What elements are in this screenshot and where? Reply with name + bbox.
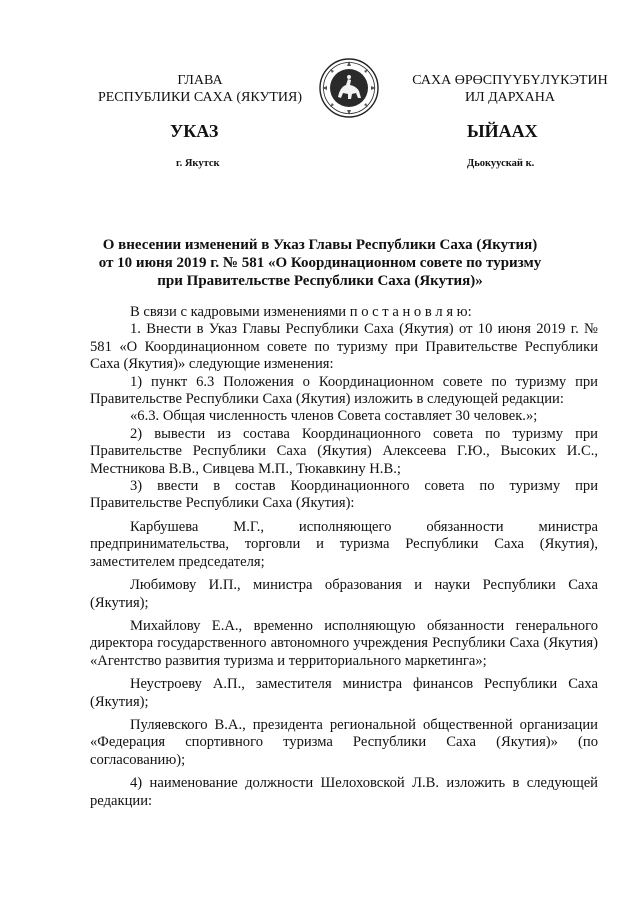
doc-type-left: УКАЗ — [170, 121, 219, 141]
paragraph-member-karbushev: Карбушева М.Г., исполняющего обязанности министра предпринимательства, торговли и туризма Республики Саха (Якутия), заместителем председателя; — [90, 518, 598, 570]
title-line-2: от 10 июня 2019 г. № 581 «О Координационном совете по туризму — [98, 255, 542, 271]
paragraph-subitem-2: 2) вывести из состава Координационного совета по туризму при Правительстве Республики Саха (Якутия) Алексеева Г.Ю., Высоких И.С., Местникова В.В., Сивцева М.П., Тюкавкину Н.В.; — [90, 425, 598, 477]
header-right — [385, 72, 635, 106]
city-left: г. Якутск — [176, 158, 220, 169]
document-body — [90, 304, 598, 810]
paragraph-member-neustroeva: Неустроеву А.П., заместителя министра финансов Республики Саха (Якутия); — [90, 676, 598, 710]
paragraph-subitem-4: 4) наименование должности Шелоховской Л.В. изложить в следующей редакции: — [90, 775, 598, 809]
paragraph-member-pulyaevsky: Пуляевского В.А., президента региональной общественной организации «Федерация спортивного туризма Республики Саха (Якутия)» (по согласованию); — [90, 716, 598, 768]
header-left-line-1: ГЛАВА — [177, 73, 223, 88]
doc-type-right: ЫЙААХ — [467, 121, 538, 141]
city-right: Дьокуускай к. — [467, 158, 535, 169]
header-left — [80, 72, 320, 106]
paragraph-member-lyubimova: Любимову И.П., министра образования и науки Республики Саха (Якутия); — [90, 577, 598, 611]
paragraph-preamble: В связи с кадровыми изменениями п о с т а н о в л я ю: — [130, 304, 472, 320]
header-right-line-1: САХА ӨРӨСПҮҮБҮЛҮКЭТИН — [412, 73, 608, 88]
paragraph-quote-6-3: «6.3. Общая численность членов Совета составляет 30 человек.»; — [130, 408, 538, 425]
paragraph-subitem-3: 3) ввести в состав Координационного совета по туризму при Правительстве Республики Саха (Якутия): — [90, 478, 598, 512]
paragraph-subitem-1: 1) пункт 6.3 Положения о Координационном совете по туризму при Правительстве Республики Саха (Якутия) изложить в следующей редакции: — [90, 373, 598, 408]
title-line-3: при Правительстве Республики Саха (Якутия)» — [157, 273, 483, 289]
paragraph-item-1: 1. Внести в Указ Главы Республики Саха (Якутия) от 10 июня 2019 г. № 581 «О Координационном совете по туризму при Правительстве Республики Саха (Якутия)» следующие изменения: — [90, 321, 598, 373]
document-title — [80, 236, 560, 290]
coat-of-arms-emblem — [318, 57, 380, 119]
header-right-line-2: ИЛ ДАРХАНА — [464, 90, 555, 105]
paragraph-member-mikhailova: Михайлову Е.А., временно исполняющую обязанности генерального директора государственного автономного учреждения Республики Саха (Якутия) «Агентство развития туризма и территориального маркетинга»; — [90, 617, 598, 669]
title-line-1: О внесении изменений в Указ Главы Республики Саха (Якутия) — [102, 237, 538, 253]
header-left-line-2: РЕСПУБЛИКИ САХА (ЯКУТИЯ) — [97, 90, 303, 105]
